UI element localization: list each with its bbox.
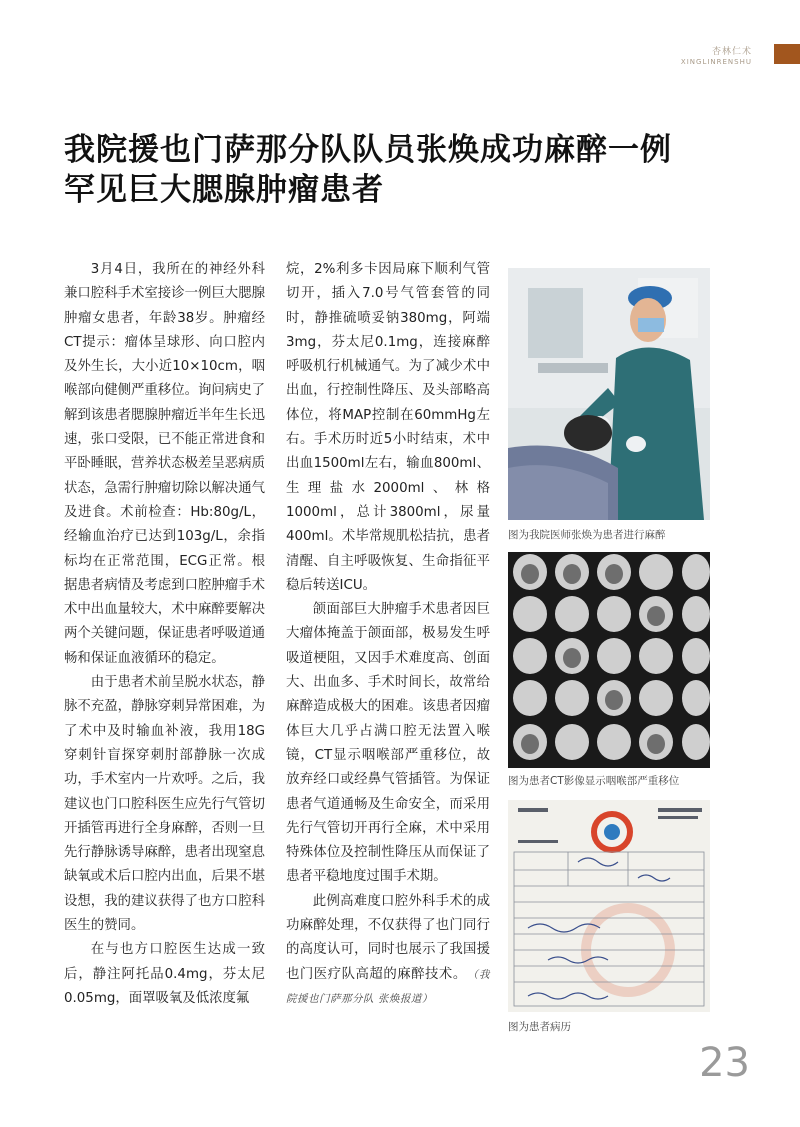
photo-ct-scans	[508, 552, 710, 768]
header-accent-bar	[774, 44, 800, 64]
body-column-1	[64, 258, 265, 1011]
paragraph-text: 此例高难度口腔外科手术的成功麻醉处理，不仅获得了也门同行的高度认可，同时也展示了我国援也门医疗队高超的麻醉技术。	[286, 893, 490, 982]
paragraph: 在与也方口腔医生达成一致后，静注阿托品0.4mg，芬太尼0.05mg，面罩吸氧及低浓度氟	[64, 942, 265, 1006]
paragraph: 颌面部巨大肿瘤手术患者因巨大瘤体掩盖于颌面部，极易发生呼吸道梗阻，又因手术难度高、创面大、出血多、手术时间长，故常给麻醉造成极大的困难。该患者因瘤体巨大几乎占满口腔无法置入喉镜，CT显示咽喉部严重移位，故放弃经口或经鼻气管插管。为保证患者气道通畅及生命安全，而采用先行气管切开再行全麻，术中采用特殊体位及控制性降压从而保证了患者平稳地度过围手术期。	[286, 602, 490, 885]
page-number: 23	[699, 1040, 750, 1086]
title-line-2: 罕见巨大腮腺肿瘤患者	[64, 172, 384, 208]
author-signature: （我院援也门萨那分队 张焕报道）	[286, 968, 491, 1005]
paragraph: 烷，2%利多卡因局麻下顺利气管切开，插入7.0号气管套管的同时，静推硫喷妥钠380mg，阿端3mg，芬太尼0.1mg，连接麻醉呼吸机行机械通气。为了减少术中出血，行控制性降压、及头部略高体位，将MAP控制在60mmHg左右。手术历时近5小时结束，术中出血1500ml左右，输血800ml、生理盐水2000ml、林格1000ml，总计3800ml，尿量400ml。术毕常规肌松拮抗，患者清醒、自主呼吸恢复、生命指征平稳后转送ICU。	[286, 262, 490, 593]
article-title	[64, 130, 744, 210]
paragraph: 由于患者术前呈脱水状态，静脉不充盈，静脉穿刺异常困难，为了术中及时输血补液，我用18G穿刺针盲探穿刺肘部静脉一次成功，手术室内一片欢呼。之后，我建议也门口腔科医生应先行气管切开插管再进行全身麻醉，否则一旦先行静脉诱导麻醉，患者出现窒息缺氧或术后口腔内出血，后果不堪设想，我的建议获得了也方口腔科医生的赞同。	[64, 675, 265, 934]
paragraph: 3月4日，我所在的神经外科兼口腔科手术室接诊一例巨大腮腺肿瘤女患者，年龄38岁。肿瘤经CT提示：瘤体呈球形、向口腔内及外生长，大小近10×10cm，咽喉部向健侧严重移位。询问病史了解到该患者腮腺肿瘤近半年生长迅速，张口受限，已不能正常进食和平卧睡眠，营养状态极差呈恶病质状态，急需行肿瘤切除以解决通气及进食。术前检查：Hb:80g/L，经输血治疗已达到103g/L，余指标均在正常范围，ECG正常。根据患者病情及考虑到口腔肿瘤手术术中出血量较大，术中麻醉要解决两个关键问题，保证患者呼吸道通畅和保证血液循环的稳定。	[64, 262, 265, 666]
photo-anesthesiologist	[508, 268, 710, 520]
photo3-caption: 图为患者病历	[508, 1021, 571, 1033]
section-label-en: XINGLINRENSHU	[680, 58, 752, 66]
body-column-2	[286, 258, 490, 1011]
photo2-caption: 图为患者CT影像显示咽喉部严重移位	[508, 775, 680, 787]
photo-medical-record	[508, 800, 710, 1012]
photo1-caption: 图为我院医师张焕为患者进行麻醉	[508, 529, 666, 541]
title-line-1: 我院援也门萨那分队队员张焕成功麻醉一例	[64, 132, 672, 168]
paragraph	[286, 890, 490, 1011]
section-label: 杏林仁术	[711, 47, 752, 57]
